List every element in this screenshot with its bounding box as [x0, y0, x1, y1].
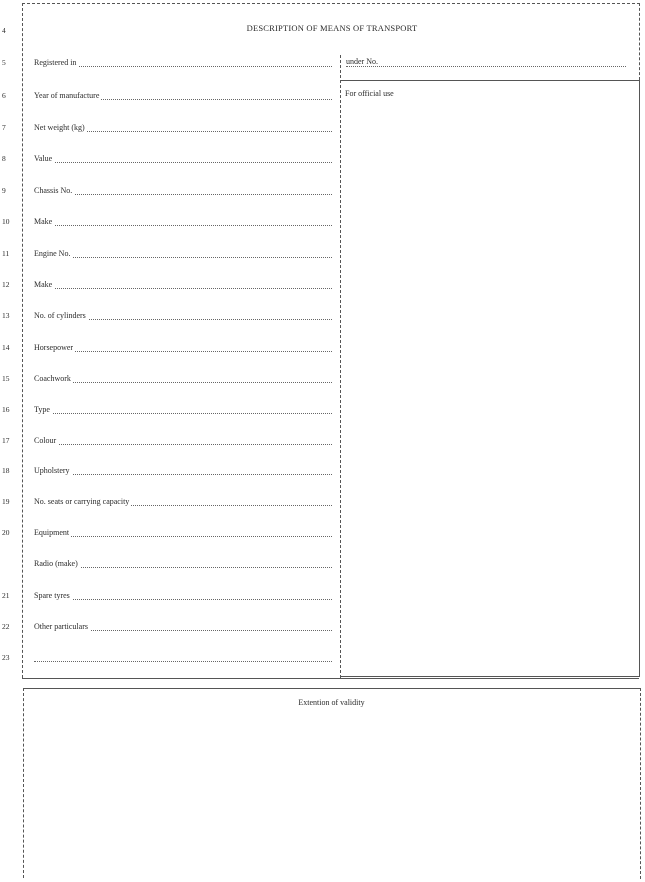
row-number: 15 [2, 374, 10, 383]
row-number: 12 [2, 280, 10, 289]
row-type[interactable] [0, 404, 335, 416]
row-number: 17 [2, 436, 10, 445]
fill-line [34, 527, 332, 537]
field-label: Spare tyres [34, 591, 70, 600]
left-border [22, 3, 23, 678]
field-label: Make [34, 280, 53, 289]
row-upholstery[interactable] [0, 465, 335, 477]
row-horsepower[interactable] [0, 342, 335, 354]
row-number: 8 [2, 154, 6, 163]
field-label: No. seats or carrying capacity [34, 497, 130, 506]
fill-line [34, 590, 332, 600]
row-other-particulars[interactable] [0, 621, 335, 633]
field-label: Coachwork [34, 374, 71, 383]
row-chassis-make[interactable] [0, 216, 335, 228]
row-year-of-manufacture[interactable] [0, 90, 335, 102]
top-border [22, 3, 640, 4]
under-no-label: under No. [346, 57, 378, 66]
row-number: 13 [2, 311, 10, 320]
form-title: DESCRIPTION OF MEANS OF TRANSPORT [246, 23, 418, 33]
row-number: 16 [2, 405, 10, 414]
row-equipment[interactable] [0, 527, 335, 539]
row-4 [0, 25, 30, 37]
field-label: Engine No. [34, 249, 71, 258]
row-number: 9 [2, 186, 6, 195]
field-label: No. of cylinders [34, 311, 86, 320]
field-label: Type [34, 405, 50, 414]
fill-line [34, 652, 332, 662]
row-number: 5 [2, 58, 6, 67]
field-label: Horsepower [34, 343, 74, 352]
field-label: Radio (make) [34, 559, 78, 568]
fill-line [34, 216, 332, 226]
row-number: 11 [2, 249, 10, 258]
row-seats-capacity[interactable] [0, 496, 335, 508]
row-coachwork[interactable] [0, 373, 335, 385]
row-number: 22 [2, 622, 10, 631]
fill-line [34, 342, 332, 352]
fill-line [34, 153, 332, 163]
row-number: 18 [2, 466, 10, 475]
row-number: 19 [2, 497, 10, 506]
row-number: 6 [2, 91, 6, 100]
fill-line [34, 435, 332, 445]
row-colour[interactable] [0, 435, 335, 447]
fill-line [34, 248, 332, 258]
field-label: Net weight (kg) [34, 123, 85, 132]
field-label: Equipment [34, 528, 70, 537]
row-number: 14 [2, 343, 10, 352]
row-net-weight[interactable] [0, 122, 335, 134]
field-label: Year of manufacture [34, 91, 100, 100]
row-number: 10 [2, 217, 10, 226]
official-use-box [341, 80, 640, 677]
right-border-top [639, 3, 640, 80]
row-number: 7 [2, 123, 6, 132]
form-bottom-border [22, 678, 639, 679]
row-value[interactable] [0, 153, 335, 165]
row-number: 20 [2, 528, 10, 537]
field-label: Registered in [34, 58, 77, 67]
row-engine-make[interactable] [0, 279, 335, 291]
row-registered-in[interactable] [0, 57, 335, 69]
field-label: Colour [34, 436, 57, 445]
fill-line [34, 373, 332, 383]
row-spare-tyres[interactable] [0, 590, 335, 602]
row-number: 21 [2, 591, 10, 600]
extension-box [23, 688, 641, 879]
row-chassis-no[interactable] [0, 185, 335, 197]
field-label: Other particulars [34, 622, 88, 631]
row-cylinders[interactable] [0, 310, 335, 322]
fill-line [34, 404, 332, 414]
row-number: 23 [2, 653, 10, 662]
field-label: Make [34, 217, 53, 226]
fill-line [34, 185, 332, 195]
fill-line [34, 465, 332, 475]
extension-title: Extention of validity [298, 698, 365, 707]
under-no-fill-line [346, 57, 626, 67]
field-label: Chassis No. [34, 186, 73, 195]
field-label: Value [34, 154, 53, 163]
official-use-label: For official use [345, 89, 394, 98]
row-radio-make[interactable] [0, 558, 335, 570]
row-engine-no[interactable] [0, 248, 335, 260]
fill-line [34, 57, 332, 67]
row-number: 4 [2, 26, 6, 35]
row-blank-23[interactable] [0, 652, 335, 664]
extension-left-border [23, 688, 24, 878]
field-label: Upholstery [34, 466, 70, 475]
fill-line [34, 279, 332, 289]
